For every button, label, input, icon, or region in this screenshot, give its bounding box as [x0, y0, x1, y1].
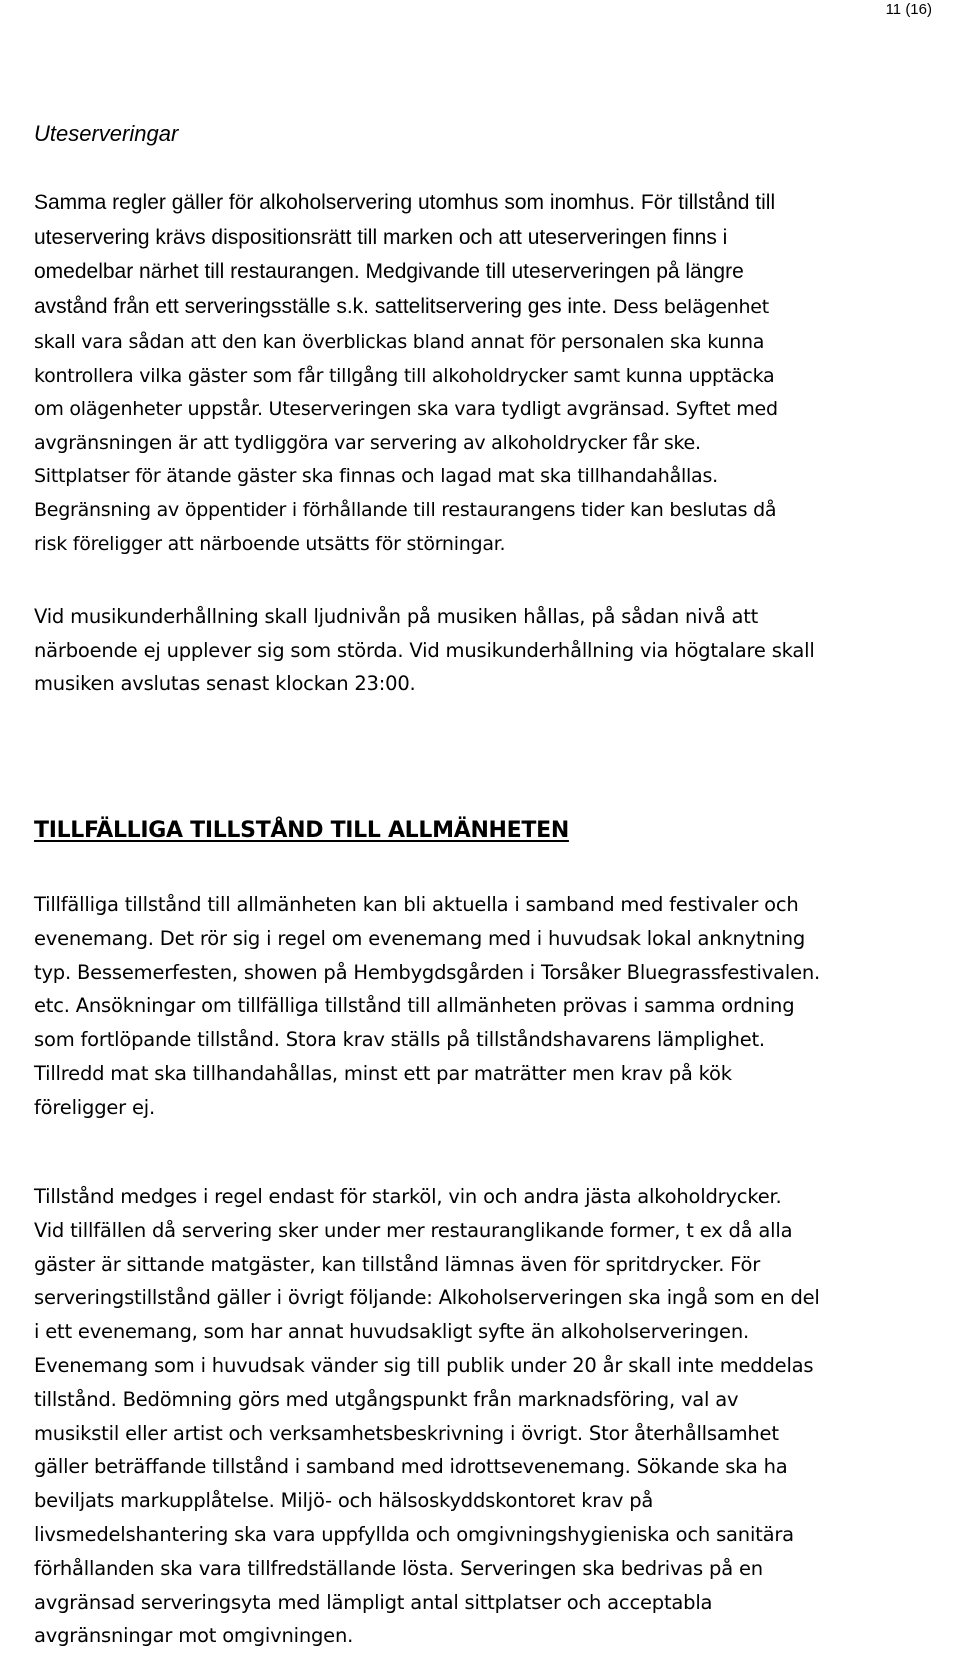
text-line: Begränsning av öppentider i förhållande till restaurangens tider kan beslutas då: [34, 498, 777, 521]
text-line: Vid musikunderhållning skall ljudnivån på musiken hållas, på sådan nivå att: [34, 605, 759, 628]
text-line: serveringstillstånd gäller i övrigt följande: Alkoholserveringen ska ingå som en del: [34, 1286, 820, 1310]
paragraph-outdoor-location: [34, 326, 778, 561]
text-line: typ. Bessemerfesten, showen på Hembygdsgården i Torsåker Bluegrassfestivalen.: [34, 960, 821, 984]
text-segment-continued: Dess belägenhet: [607, 295, 769, 318]
text-line: som fortlöpande tillstånd. Stora krav ställs på tillståndshavarens lämplighet.: [34, 1028, 765, 1052]
text-line: närboende ej upplever sig som störda. Vid musikunderhållning via högtalare skall: [34, 638, 815, 662]
text-line: Tillfälliga tillstånd till allmänheten kan bli aktuella i samband med festivaler och: [34, 893, 799, 916]
text-line: avgränsningar mot omgivningen.: [34, 1624, 354, 1648]
text-line: musikstil eller artist och verksamhetsbeskrivning i övrigt. Stor återhållsamhet: [34, 1421, 779, 1445]
text-line: om olägenheter uppstår. Uteserveringen ska vara tydligt avgränsad. Syftet med: [34, 398, 778, 421]
text-line: skall vara sådan att den kan överblickas bland annat för personalen ska kunna: [34, 331, 765, 353]
text-line: tillstånd. Bedömning görs med utgångspunkt från marknadsföring, val av: [34, 1387, 739, 1411]
text-line: gäller beträffande tillstånd i samband med idrottsevenemang. Sökande ska ha: [34, 1455, 788, 1479]
text-line: risk föreligger att närboende utsätts för störningar.: [34, 532, 506, 555]
text-line: gäster är sittande matgäster, kan tillstånd lämnas även för spritdrycker. För: [34, 1252, 761, 1276]
text-line: Samma regler gäller för alkoholservering utomhus som inomhus. För tillstånd till: [34, 191, 776, 214]
text-line: [34, 290, 775, 325]
text-line: i ett evenemang, som har annat huvudsakligt syfte än alkoholserveringen.: [34, 1320, 750, 1344]
text-line: Sittplatser för ätande gäster ska finnas och lagad mat ska tillhandahållas.: [34, 465, 718, 488]
text-line: beviljats markupplåtelse. Miljö- och hälsoskyddskontoret krav på: [34, 1489, 654, 1513]
text-line: musiken avslutas senast klockan 23:00.: [34, 672, 416, 696]
text-line: uteservering krävs dispositionsrätt till marken och att uteserveringen finns i: [34, 225, 728, 249]
text-line: kontrollera vilka gäster som får tillgång till alkoholdrycker samt kunna upptäcka: [34, 364, 775, 387]
text-line: avgränsningen är att tydliggöra var servering av alkoholdrycker får ske.: [34, 431, 701, 454]
text-line: omedelbar närhet till restaurangen. Medgivande till uteserveringen på längre: [34, 260, 744, 284]
text-line: avgränsad serveringsyta med lämpligt antal sittplatser och acceptabla: [34, 1590, 713, 1614]
text-segment: avstånd från ett serveringsställe s.k. sattelitservering ges inte.: [34, 294, 608, 318]
text-line: Tillredd mat ska tillhandahållas, minst ett par maträtter men krav på kök: [34, 1061, 732, 1085]
text-line: etc. Ansökningar om tillfälliga tillstånd till allmänheten prövas i samma ordning: [34, 994, 795, 1018]
section-title: Uteserveringar: [34, 121, 179, 146]
text-line: evenemang. Det rör sig i regel om evenemang med i huvudsak lokal anknytning: [34, 926, 806, 950]
page-number: 11 (16): [885, 1, 932, 18]
paragraph-outdoor-rules: [34, 186, 775, 324]
section-heading: TILLFÄLLIGA TILLSTÅND TILL ALLMÄNHETEN: [34, 818, 569, 843]
text-line: livsmedelshantering ska vara uppfyllda och omgivningshygieniska och sanitära: [34, 1522, 794, 1546]
paragraph-temporary-permits: [34, 888, 820, 1125]
text-line: Tillstånd medges i regel endast för starköl, vin och andra jästa alkoholdrycker.: [34, 1185, 782, 1208]
paragraph-music: [34, 600, 815, 701]
text-line: Evenemang som i huvudsak vänder sig till publik under 20 år skall inte meddelas: [34, 1353, 814, 1377]
text-line: Vid tillfällen då servering sker under mer restauranglikande former, t ex då alla: [34, 1218, 793, 1242]
text-line: förhållanden ska vara tillfredställande lösta. Serveringen ska bedrivas på en: [34, 1556, 763, 1580]
text-line: föreligger ej.: [34, 1095, 155, 1119]
paragraph-permit-conditions: [34, 1180, 820, 1653]
